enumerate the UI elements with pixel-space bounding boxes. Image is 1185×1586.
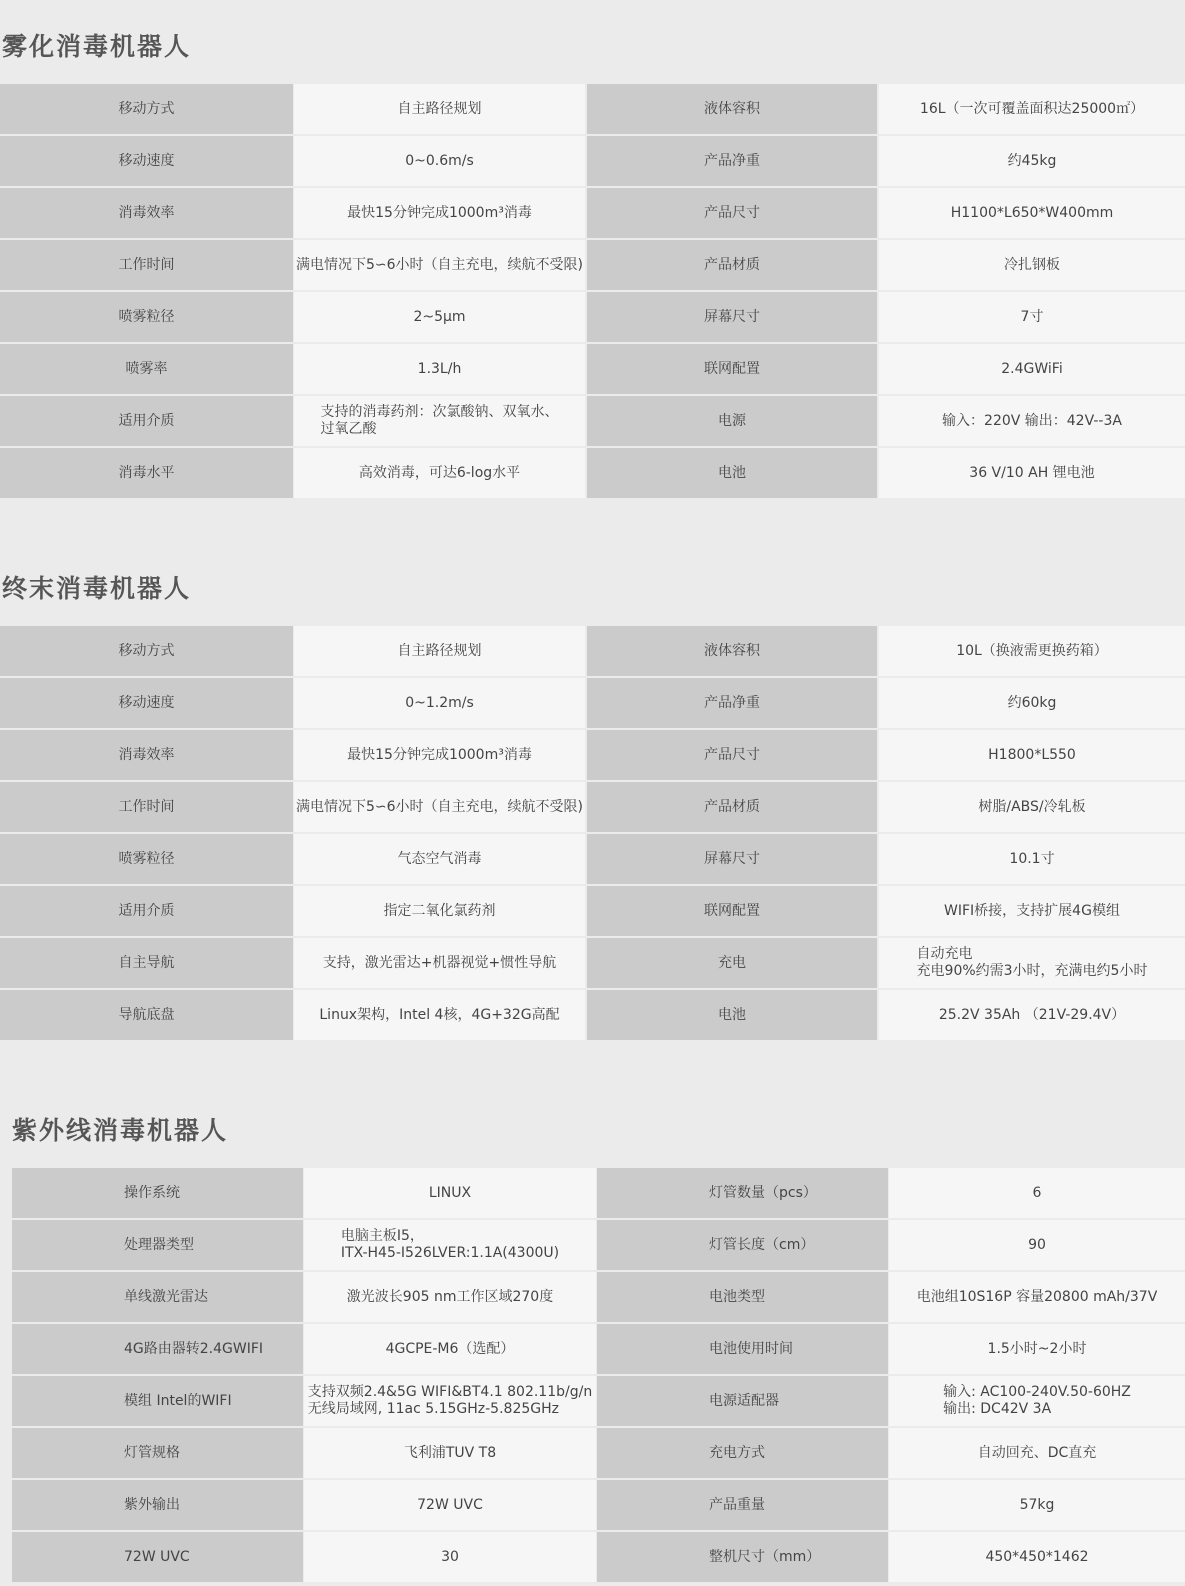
spec-label: 产品尺寸 xyxy=(587,188,877,238)
spec-label: 移动速度 xyxy=(0,136,293,186)
spec-value: 飞利浦TUV T8 xyxy=(304,1428,596,1478)
spec-value: 1.5小时~2小时 xyxy=(889,1324,1185,1374)
spec-value: 电池组10S16P 容量20800 mAh/37V xyxy=(889,1272,1185,1322)
spec-value: 电脑主板I5， ITX-H45-I526LVER:1.1A(4300U) xyxy=(304,1220,596,1270)
spec-label: 喷雾粒径 xyxy=(0,834,293,884)
spec-label: 电池 xyxy=(587,448,877,498)
spec-value: 自动充电 充电90%约需3小时，充满电约5小时 xyxy=(879,938,1185,988)
spec-value: 36 V/10 AH 锂电池 xyxy=(879,448,1185,498)
spec-value: 6 xyxy=(889,1168,1185,1218)
spec-label: 导航底盘 xyxy=(0,990,293,1040)
spec-value: 72W UVC xyxy=(304,1480,596,1530)
spec-label: 单线激光雷达 xyxy=(12,1272,303,1322)
section-terminal-robot xyxy=(0,542,1185,1052)
spec-label: 适用介质 xyxy=(0,396,293,446)
spec-value: Linux架构，Intel 4核，4G+32G高配 xyxy=(294,990,585,1040)
spec-value: 最快15分钟完成1000m³消毒 xyxy=(294,730,585,780)
spec-value: 满电情况下5∽6小时（自主充电，续航不受限) xyxy=(294,240,585,290)
spec-label: 产品净重 xyxy=(587,678,877,728)
spec-label: 电池使用时间 xyxy=(597,1324,888,1374)
spec-value: 冷扎钢板 xyxy=(879,240,1185,290)
spec-value: 10.1寸 xyxy=(879,834,1185,884)
spec-value: 2.4GWiFi xyxy=(879,344,1185,394)
spec-value: H1100*L650*W400mm xyxy=(879,188,1185,238)
spec-value: 最快15分钟完成1000m³消毒 xyxy=(294,188,585,238)
section-fog-robot xyxy=(0,0,1185,510)
spec-label: 电池 xyxy=(587,990,877,1040)
spec-value: 16L（一次可覆盖面积达25000㎡） xyxy=(879,84,1185,134)
spec-value: 输入：220V 输出：42V--3A xyxy=(879,396,1185,446)
spec-value: 30 xyxy=(304,1532,596,1582)
spec-value: 自主路径规划 xyxy=(294,84,585,134)
spec-label: 产品材质 xyxy=(587,240,877,290)
spec-label: 消毒效率 xyxy=(0,188,293,238)
spec-value: 指定二氧化氯药剂 xyxy=(294,886,585,936)
spec-value: 高效消毒，可达6-log水平 xyxy=(294,448,585,498)
spec-label: 充电 xyxy=(587,938,877,988)
spec-label: 液体容积 xyxy=(587,626,877,676)
spec-value: 自主路径规划 xyxy=(294,626,585,676)
spec-label: 液体容积 xyxy=(587,84,877,134)
section-title: 雾化消毒机器人 xyxy=(2,32,192,61)
spec-value: WIFI桥接，支持扩展4G模组 xyxy=(879,886,1185,936)
spec-value: 支持双频2.4&5G WIFI&BT4.1 802.11b/g/n 无线局域网, 11ac 5.15GHz-5.825GHz xyxy=(304,1376,596,1426)
section-title: 终末消毒机器人 xyxy=(2,574,192,603)
spec-label: 移动速度 xyxy=(0,678,293,728)
spec-value: 7寸 xyxy=(879,292,1185,342)
section-title: 紫外线消毒机器人 xyxy=(12,1116,229,1145)
spec-value: 支持的消毒药剂：次氯酸钠、双氧水、 过氧乙酸 xyxy=(294,396,585,446)
spec-label: 模组 Intel的WIFI xyxy=(12,1376,303,1426)
spec-label: 产品重量 xyxy=(597,1480,888,1530)
spec-label: 电池类型 xyxy=(597,1272,888,1322)
spec-label: 移动方式 xyxy=(0,84,293,134)
spec-value: 激光波长905 nm工作区域270度 xyxy=(304,1272,596,1322)
spec-value: 气态空气消毒 xyxy=(294,834,585,884)
spec-label: 自主导航 xyxy=(0,938,293,988)
spec-label: 灯管规格 xyxy=(12,1428,303,1478)
spec-label: 适用介质 xyxy=(0,886,293,936)
spec-label: 联网配置 xyxy=(587,344,877,394)
spec-value: 4GCPE-M6（选配） xyxy=(304,1324,596,1374)
spec-label: 电源 xyxy=(587,396,877,446)
spec-label: 消毒效率 xyxy=(0,730,293,780)
spec-value: LINUX xyxy=(304,1168,596,1218)
spec-label: 工作时间 xyxy=(0,240,293,290)
spec-label: 紫外输出 xyxy=(12,1480,303,1530)
spec-value: 树脂/ABS/冷轧板 xyxy=(879,782,1185,832)
spec-label: 产品尺寸 xyxy=(587,730,877,780)
spec-value: H1800*L550 xyxy=(879,730,1185,780)
spec-value: 0~1.2m/s xyxy=(294,678,585,728)
spec-label: 灯管数量（pcs） xyxy=(597,1168,888,1218)
spec-label: 移动方式 xyxy=(0,626,293,676)
section-uv-robot xyxy=(0,1084,1185,1586)
spec-label: 喷雾率 xyxy=(0,344,293,394)
spec-value: 0~0.6m/s xyxy=(294,136,585,186)
spec-label: 屏幕尺寸 xyxy=(587,292,877,342)
spec-value: 约60kg xyxy=(879,678,1185,728)
spec-value: 10L（换液需更换药箱） xyxy=(879,626,1185,676)
spec-label: 72W UVC xyxy=(12,1532,303,1582)
spec-label: 联网配置 xyxy=(587,886,877,936)
spec-value: 输入: AC100-240V.50-60HZ 输出: DC42V 3A xyxy=(889,1376,1185,1426)
spec-label: 灯管长度（cm） xyxy=(597,1220,888,1270)
spec-value: 25.2V 35Ah （21V-29.4V） xyxy=(879,990,1185,1040)
spec-value: 满电情况下5∽6小时（自主充电，续航不受限) xyxy=(294,782,585,832)
spec-value: 90 xyxy=(889,1220,1185,1270)
spec-label: 喷雾粒径 xyxy=(0,292,293,342)
spec-label: 4G路由器转2.4GWIFI xyxy=(12,1324,303,1374)
spec-label: 操作系统 xyxy=(12,1168,303,1218)
spec-label: 整机尺寸（mm） xyxy=(597,1532,888,1582)
spec-value: 支持，激光雷达+机器视觉+惯性导航 xyxy=(294,938,585,988)
spec-value: 2~5μm xyxy=(294,292,585,342)
spec-value: 57kg xyxy=(889,1480,1185,1530)
spec-value: 约45kg xyxy=(879,136,1185,186)
spec-value: 1.3L/h xyxy=(294,344,585,394)
spec-label: 工作时间 xyxy=(0,782,293,832)
spec-label: 电源适配器 xyxy=(597,1376,888,1426)
spec-label: 消毒水平 xyxy=(0,448,293,498)
spec-value: 自动回充、DC直充 xyxy=(889,1428,1185,1478)
spec-value: 450*450*1462 xyxy=(889,1532,1185,1582)
spec-label: 充电方式 xyxy=(597,1428,888,1478)
spec-label: 屏幕尺寸 xyxy=(587,834,877,884)
spec-label: 产品材质 xyxy=(587,782,877,832)
spec-label: 产品净重 xyxy=(587,136,877,186)
spec-label: 处理器类型 xyxy=(12,1220,303,1270)
